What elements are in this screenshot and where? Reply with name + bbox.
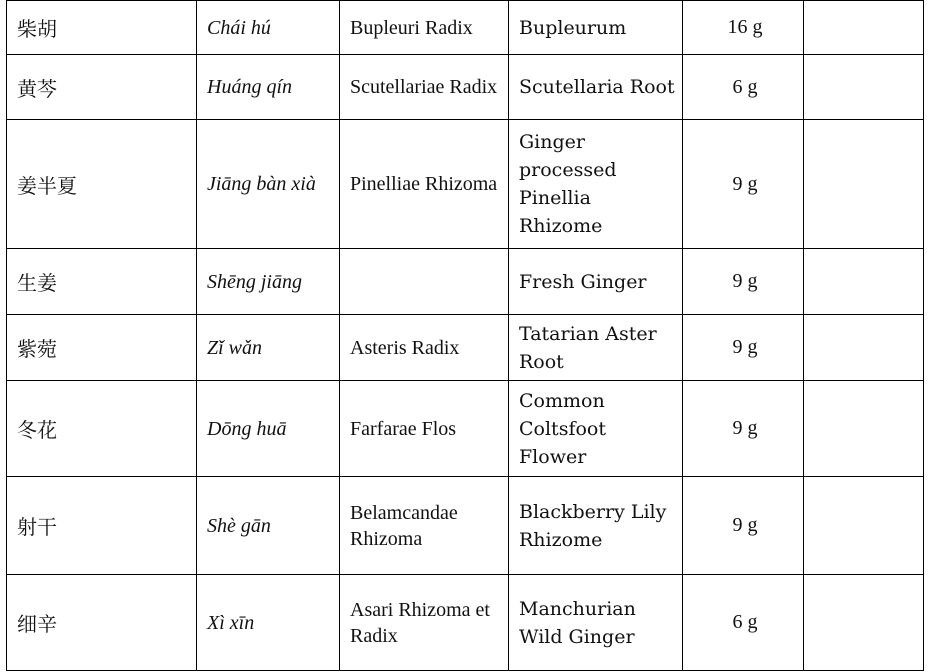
notes-cell <box>804 120 924 249</box>
english-name-cell: Scutellaria Root <box>509 55 683 120</box>
english-name-cell: Bupleurum <box>509 1 683 55</box>
english-name-cell: Ginger processed Pinellia Rhizome <box>509 120 683 249</box>
pinyin-cell: Dōng huā <box>197 381 340 477</box>
pinyin-cell: Chái hú <box>197 1 340 55</box>
table-row <box>7 575 924 671</box>
chinese-name-cell: 细辛 <box>7 575 197 671</box>
table-row <box>7 381 924 477</box>
herb-table <box>6 0 924 671</box>
chinese-name-cell: 姜半夏 <box>7 120 197 249</box>
chinese-name-cell: 冬花 <box>7 381 197 477</box>
dose-cell: 9 g <box>683 120 804 249</box>
english-name-cell: Fresh Ginger <box>509 249 683 315</box>
latin-name-cell <box>340 249 509 315</box>
latin-name-cell: Asteris Radix <box>340 315 509 381</box>
english-name-cell: Blackberry Lily Rhizome <box>509 477 683 575</box>
pinyin-cell: Huáng qín <box>197 55 340 120</box>
latin-name-cell: Farfarae Flos <box>340 381 509 477</box>
chinese-name-cell: 柴胡 <box>7 1 197 55</box>
table-row <box>7 249 924 315</box>
chinese-name-cell: 射干 <box>7 477 197 575</box>
chinese-name-cell: 黄芩 <box>7 55 197 120</box>
chinese-name-cell: 紫菀 <box>7 315 197 381</box>
notes-cell <box>804 55 924 120</box>
latin-name-cell: Bupleuri Radix <box>340 1 509 55</box>
english-name-cell: Manchurian Wild Ginger <box>509 575 683 671</box>
table-row <box>7 55 924 120</box>
chinese-name-cell: 生姜 <box>7 249 197 315</box>
latin-name-cell: Belamcandae Rhizoma <box>340 477 509 575</box>
latin-name-cell: Pinelliae Rhizoma <box>340 120 509 249</box>
table-row <box>7 120 924 249</box>
dose-cell: 16 g <box>683 1 804 55</box>
dose-cell: 9 g <box>683 315 804 381</box>
table-row <box>7 477 924 575</box>
dose-cell: 9 g <box>683 477 804 575</box>
latin-name-cell: Asari Rhizoma et Radix <box>340 575 509 671</box>
pinyin-cell: Shè gān <box>197 477 340 575</box>
pinyin-cell: Shēng jiāng <box>197 249 340 315</box>
pinyin-cell: Xì xīn <box>197 575 340 671</box>
pinyin-cell: Zǐ wǎn <box>197 315 340 381</box>
notes-cell <box>804 477 924 575</box>
english-name-cell: Common Coltsfoot Flower <box>509 381 683 477</box>
notes-cell <box>804 315 924 381</box>
notes-cell <box>804 381 924 477</box>
pinyin-cell: Jiāng bàn xià <box>197 120 340 249</box>
dose-cell: 6 g <box>683 55 804 120</box>
notes-cell <box>804 1 924 55</box>
notes-cell <box>804 575 924 671</box>
table-row <box>7 315 924 381</box>
latin-name-cell: Scutellariae Radix <box>340 55 509 120</box>
notes-cell <box>804 249 924 315</box>
dose-cell: 9 g <box>683 381 804 477</box>
table-row <box>7 1 924 55</box>
english-name-cell: Tatarian Aster Root <box>509 315 683 381</box>
dose-cell: 9 g <box>683 249 804 315</box>
dose-cell: 6 g <box>683 575 804 671</box>
